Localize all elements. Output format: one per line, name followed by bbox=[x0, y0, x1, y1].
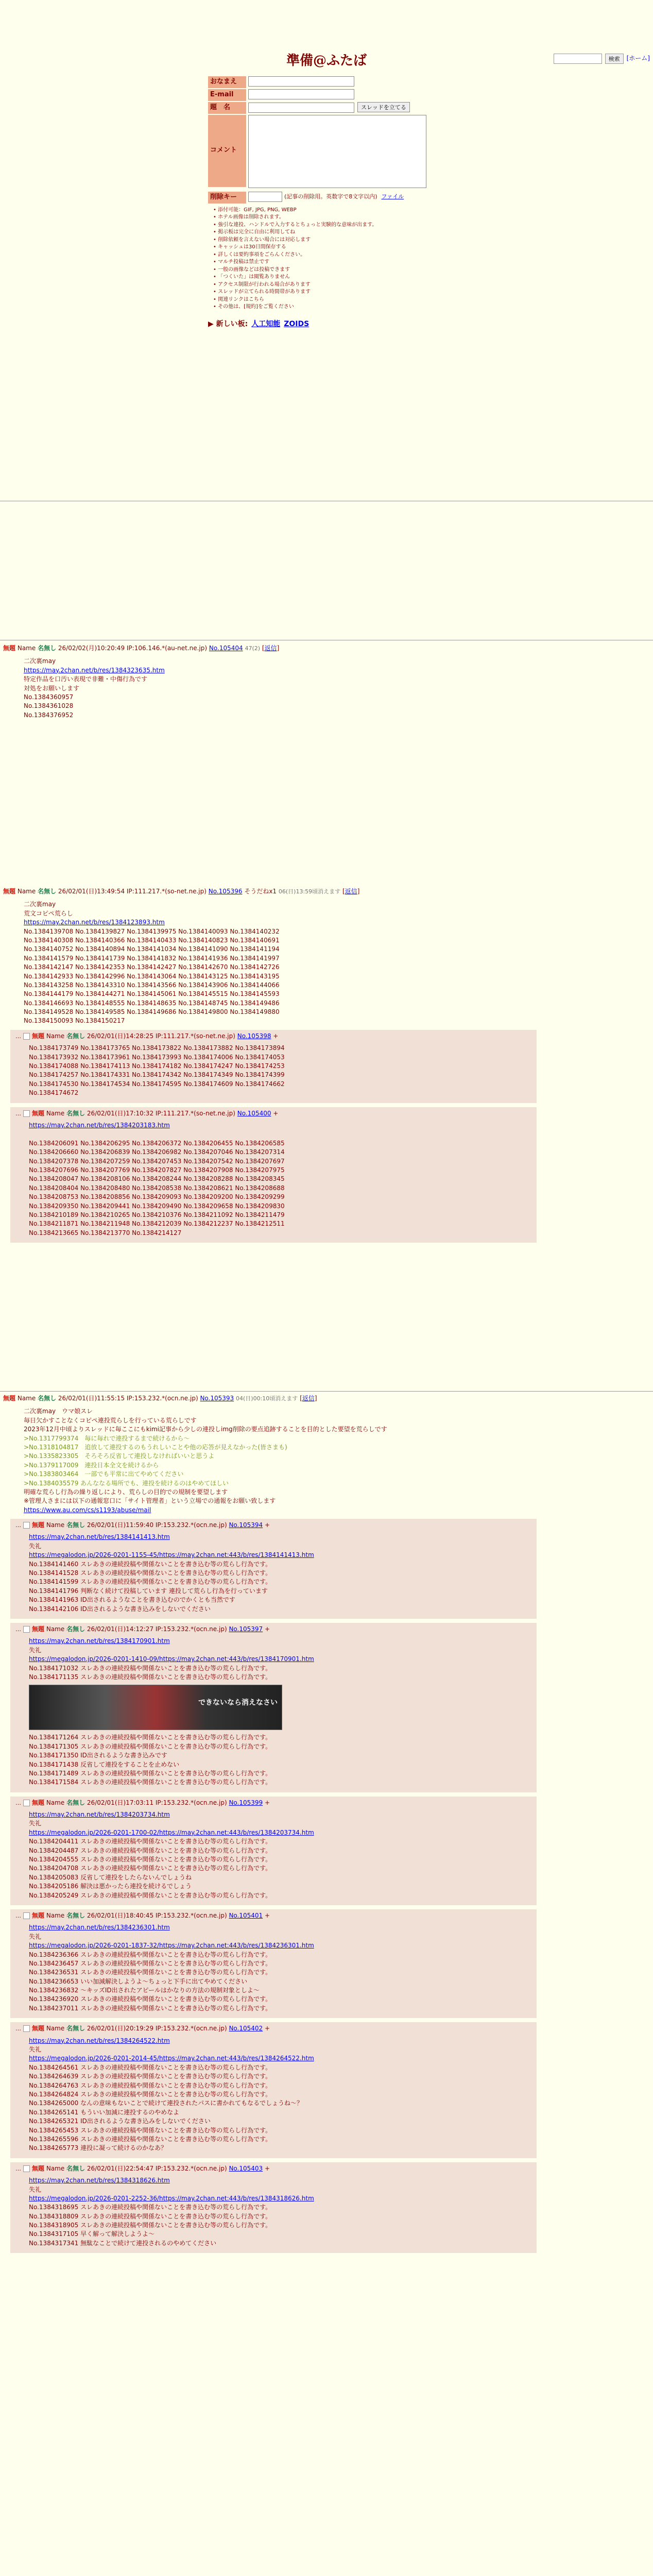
plus-icon[interactable]: + bbox=[263, 1521, 270, 1529]
quote-text: >No.1379117009 連投日本全文を続けるから bbox=[24, 1461, 159, 1469]
new-board-ai-link[interactable]: 人工知能 bbox=[251, 319, 281, 328]
thread-url-link[interactable]: https://may.2chan.net/b/res/1384318626.htm bbox=[29, 2177, 170, 2184]
form-note: • 添付可能：GIF, JPG, PNG, WEBP bbox=[213, 207, 476, 214]
reply-body bbox=[29, 1044, 531, 1097]
quote-text: >No.1335823305 そろそろ反省して連投しなければいいと思うよ bbox=[24, 1452, 215, 1460]
post-body bbox=[24, 657, 647, 720]
post-number-link[interactable]: No.105403 bbox=[229, 2164, 263, 2172]
quote-text: >No.1383803464 一部でも平常に出てやめてください bbox=[24, 1470, 184, 1478]
post-body bbox=[24, 1407, 647, 1515]
reply-link[interactable]: 返信 bbox=[345, 888, 357, 895]
email-field[interactable] bbox=[248, 89, 354, 99]
body-text: No.1384204411 スレあきの連続投稿や関係ないことを書き込む等の荒らし行為です。 bbox=[29, 1838, 272, 1845]
post-number-link[interactable]: No.105397 bbox=[229, 1625, 263, 1633]
new-board-arrow: ▶ bbox=[208, 319, 216, 328]
name-label: Name bbox=[46, 1521, 65, 1529]
form-note: • 掲示板は完全に自由に利用してね bbox=[213, 229, 476, 236]
reply-body bbox=[29, 2037, 531, 2153]
reply-checkbox[interactable] bbox=[23, 1522, 30, 1529]
reply-body bbox=[29, 1733, 531, 1787]
reply-post bbox=[10, 1107, 537, 1243]
name-label: Name bbox=[17, 645, 36, 652]
thread-url-link[interactable]: https://may.2chan.net/b/res/1384123893.htm bbox=[24, 919, 165, 926]
reply-checkbox[interactable] bbox=[23, 1110, 30, 1117]
body-text: No.1384265141 もういい加減に連投するのやめなよ bbox=[29, 2108, 180, 2116]
body-text: No.1384236366 スレあきの連続投稿や関係ないことを書き込む等の荒らし行為です。 bbox=[29, 1951, 272, 1958]
post-datetime: 26/02/01(日)17:03:11 IP:153.232.*(ocn.ne.jp) bbox=[87, 1799, 227, 1806]
reply-header bbox=[15, 1032, 531, 1041]
body-text: No.1384208404 No.1384208480 No.1384208538 No.1384208621 No.1384208688 bbox=[29, 1184, 285, 1192]
reply-checkbox[interactable] bbox=[23, 1033, 30, 1040]
thread-url-link[interactable]: https://www.au.com/cs/s1193/abuse/mail bbox=[24, 1506, 151, 1514]
body-text: 特定作品を口汚い表現で非難・中傷行為です bbox=[24, 675, 148, 683]
body-text: No.1384171135 スレあきの連続投稿や関係ないことを書き込む等の荒らし行為です。 bbox=[29, 1673, 272, 1681]
poster-name: 名無し bbox=[66, 1799, 85, 1806]
form-note: • 一般の画像などは投稿できます bbox=[213, 266, 476, 274]
form-note: • 関連リンクはこちら bbox=[213, 296, 476, 304]
body-text: No.1384237011 スレあきの連続投稿や関係ないことを書き込む等の荒らし行為です。 bbox=[29, 2004, 272, 2012]
body-text: No.1384141528 スレあきの連続投稿や関係ないことを書き込む等の荒らし行為です。 bbox=[29, 1569, 272, 1577]
poster-name: 名無し bbox=[66, 2164, 85, 2172]
body-text: No.1384146693 No.1384148555 No.1384148635 No.1384148745 No.1384149486 bbox=[24, 999, 280, 1007]
body-text: No.1384236832 〜キッズID出されたアピールはかなりの方法の規制対象としよ〜 bbox=[29, 1987, 260, 1994]
thread-url-link[interactable]: https://megalodon.jp/2026-0201-2014-45/https://may.2chan.net:443/b/res/1384264522.htm bbox=[29, 2055, 314, 2062]
reply-checkbox[interactable] bbox=[23, 1800, 30, 1806]
reply-body bbox=[29, 2176, 531, 2248]
body-text: No.1384174257 No.1384174331 No.1384174342 No.1384174349 No.1384174399 bbox=[29, 1071, 285, 1079]
plus-icon[interactable]: + bbox=[263, 1799, 270, 1806]
name-label: Name bbox=[46, 1799, 65, 1806]
body-text: No.1384264763 スレあきの連続投稿や関係ないことを書き込む等の荒らし行為です。 bbox=[29, 2081, 272, 2089]
reply-arrow: … bbox=[15, 1032, 21, 1040]
body-text: No.1384318695 スレあきの連続投稿や関係ないことを書き込む等の荒らし行為です。 bbox=[29, 2204, 272, 2211]
body-text: 明確な荒らし行為の繰り返しにより、荒らしの目的での規制を要望します bbox=[24, 1488, 228, 1496]
body-text: No.1384211871 No.1384211948 No.1384212039 No.1384212237 No.1384212511 bbox=[29, 1220, 285, 1228]
post-number-link[interactable]: No.105404 bbox=[209, 645, 243, 652]
poster-name: 名無し bbox=[66, 1109, 85, 1117]
poster-name: 名無し bbox=[66, 1911, 85, 1919]
name-label: Name bbox=[17, 1395, 36, 1402]
email-label: E-mail bbox=[208, 89, 246, 101]
body-text: No.1384236457 スレあきの連続投稿や関係ないことを書き込む等の荒らし行為です。 bbox=[29, 1959, 272, 1967]
body-text: No.1384210189 No.1384210265 No.1384210376 No.1384211092 No.1384211479 bbox=[29, 1211, 285, 1218]
post-datetime: 26/02/01(日)11:59:40 IP:153.232.*(ocn.ne.jp) bbox=[87, 1521, 227, 1529]
post-datetime: 26/02/01(日)22:54:47 IP:153.232.*(ocn.ne.jp) bbox=[87, 2164, 227, 2172]
body-text: No.1384361028 bbox=[24, 702, 74, 710]
body-text: No.1384141796 判断なく続けて投稿しています 連投して荒らし行為を行っています bbox=[29, 1587, 268, 1595]
body-text: No.1384317105 早く解って解決しようよ〜 bbox=[29, 2230, 155, 2238]
form-note: • マルチ投稿は禁止です bbox=[213, 259, 476, 266]
body-text: No.1384265773 連投に凝って続けるのかなあ？ bbox=[29, 2144, 167, 2152]
comment-field[interactable] bbox=[248, 115, 426, 188]
reply-header bbox=[15, 1799, 531, 1807]
quote-text: >No.1317799374 毎に毎れで連投するまで続けるから〜 bbox=[24, 1434, 190, 1442]
submit-button[interactable]: スレッドを立てる bbox=[357, 102, 410, 112]
body-text: No.1384171350 ID出されるような書き込みです bbox=[29, 1752, 167, 1759]
body-text: No.1384142147 No.1384142353 No.1384142427 No.1384142670 No.1384142726 bbox=[24, 963, 280, 971]
name-field[interactable] bbox=[248, 76, 354, 87]
body-text: No.1384174672 bbox=[29, 1089, 79, 1097]
thread-url-link[interactable]: https://may.2chan.net/b/res/1384203734.htm bbox=[29, 1811, 170, 1819]
body-text: 毎日欠かすことなくコピペ連投荒らしを行っている荒らしです bbox=[24, 1416, 197, 1424]
thread-url-link[interactable]: https://may.2chan.net/b/res/1384141413.htm bbox=[29, 1533, 170, 1541]
name-label: Name bbox=[46, 1625, 65, 1633]
comment-label: コメント bbox=[208, 115, 246, 187]
subject-field[interactable] bbox=[248, 103, 354, 113]
form-note: • 削除依頼を言えない場合には対応します bbox=[213, 236, 476, 244]
body-text: No.1384174530 No.1384174534 No.1384174595 No.1384174609 No.1384174662 bbox=[29, 1080, 285, 1088]
body-text: No.1384265453 スレあきの連続投稿や関係ないことを書き込む等の荒らし行為です。 bbox=[29, 2126, 272, 2134]
subject: 無題 bbox=[3, 1395, 16, 1402]
body-text: No.1384209350 No.1384209441 No.1384209490 No.1384209658 No.1384209830 bbox=[29, 1202, 285, 1210]
name-label: Name bbox=[17, 888, 36, 895]
reply-body bbox=[29, 1923, 531, 2013]
body-text: No.1384173749 No.1384173765 No.1384173822 No.1384173882 No.1384173894 bbox=[29, 1044, 285, 1052]
plus-icon[interactable]: + bbox=[271, 1109, 279, 1117]
poster-name: 名無し bbox=[66, 1521, 85, 1529]
reply-body bbox=[29, 1121, 531, 1238]
body-text: No.1384264561 スレあきの連続投稿や関係ないことを書き込む等の荒らし行為です。 bbox=[29, 2063, 272, 2071]
body-text: No.1384142933 No.1384142996 No.1384143064 No.1384143125 No.1384143195 bbox=[24, 972, 280, 980]
reply-checkbox[interactable] bbox=[23, 1626, 30, 1633]
form-note: • ホテル画像は削除されます。 bbox=[213, 214, 476, 222]
reply-arrow: … bbox=[15, 1625, 21, 1633]
body-text: No.1384265596 スレあきの連続投稿や関係ないことを書き込む等の荒らし行為です。 bbox=[29, 2135, 272, 2143]
reply-checkbox[interactable] bbox=[23, 2025, 30, 2032]
thread-url-link[interactable]: https://may.2chan.net/b/res/1384323635.htm bbox=[24, 666, 165, 674]
home-link[interactable]: [ホーム] bbox=[626, 55, 650, 62]
body-text: No.1384207378 No.1384207259 No.1384207453 No.1384207542 No.1384207697 bbox=[29, 1157, 285, 1165]
post-body bbox=[24, 900, 647, 1025]
body-text: No.1384265000 なんの意味もないことで続けて連投されたパスに書かれてもなるでしょうね〜？ bbox=[29, 2099, 303, 2107]
subject: 無題 bbox=[32, 1625, 45, 1633]
subject: 無題 bbox=[3, 888, 16, 895]
name-label: Name bbox=[46, 1032, 65, 1040]
thread-url-link[interactable]: https://megalodon.jp/2026-0201-1410-09/https://may.2chan.net:443/b/res/1384170901.htm bbox=[29, 1655, 314, 1663]
body-text: 二次裏may bbox=[24, 901, 56, 908]
attached-image[interactable] bbox=[29, 1685, 282, 1730]
body-text: No.1384150093 No.1384150217 bbox=[24, 1017, 125, 1025]
body-text: 失礼 bbox=[29, 2046, 42, 2054]
delete-key-note: (記事の削除用。英数字で8文字以内) bbox=[284, 193, 377, 200]
body-text: ※管理人さまには以下の通報窓口に「サイト管理者」という立場での通報をお願い致します bbox=[24, 1497, 276, 1505]
post-datetime: 26/02/02(月)10:20:49 IP:106.146.*(au-net.ne.jp) bbox=[58, 645, 208, 652]
body-text: No.1384171438 反省して連投をすることを止めない bbox=[29, 1760, 180, 1768]
body-text: No.1384141599 スレあきの連続投稿や関係ないことを書き込む等の荒らし行為です。 bbox=[29, 1578, 272, 1586]
body-text: No.1384171264 スレあきの連続投稿や関係ないことを書き込む等の荒らし行為です。 bbox=[29, 1734, 272, 1741]
plus-icon[interactable]: + bbox=[263, 2164, 270, 2172]
body-text: No.1384171305 スレあきの連続投稿や関係ないことを書き込む等の荒らし行為です。 bbox=[29, 1742, 272, 1750]
subject: 無題 bbox=[32, 1109, 45, 1117]
body-text: 二次裏may bbox=[24, 657, 56, 665]
reply-header bbox=[15, 1911, 531, 1920]
post-header: 無題 Name 名無し 26/02/01(日)13:49:54 IP:111.217.*(so-net.ne.jp) No.105396 そうだねx1 06(日)13:59頃消えます [返信] bbox=[3, 888, 360, 895]
poster-name: 名無し bbox=[66, 1032, 85, 1040]
expiry-info: 47(2) bbox=[245, 645, 261, 652]
reply-checkbox[interactable] bbox=[23, 2165, 30, 2172]
body-text: No.1384208753 No.1384208856 No.1384209093 No.1384209200 No.1384209299 bbox=[29, 1193, 285, 1201]
body-text: No.1384171032 スレあきの連続投稿や関係ないことを書き込む等の荒らし行為です。 bbox=[29, 1664, 272, 1672]
body-text: No.1384360957 bbox=[24, 693, 74, 701]
poster-name: 名無し bbox=[66, 1625, 85, 1633]
post-number-link[interactable]: No.105399 bbox=[229, 1799, 263, 1806]
reply-body bbox=[29, 1637, 531, 1682]
post-header: 無題 Name 名無し 26/02/01(日)11:55:15 IP:153.232.*(ocn.ne.jp) No.105393 04(日)00:10頃消えます [返信] bbox=[3, 1395, 317, 1402]
reply-post bbox=[10, 1797, 537, 1905]
body-text: No.1384317341 無駄なことで続けて連投されるのやめてください bbox=[29, 2239, 217, 2247]
post-number-link[interactable]: No.105394 bbox=[229, 1521, 263, 1529]
thread bbox=[3, 887, 647, 1243]
thread-url-link[interactable]: https://may.2chan.net/b/res/1384264522.htm bbox=[29, 2037, 170, 2044]
reply-arrow: … bbox=[15, 1110, 21, 1117]
plus-icon[interactable]: + bbox=[263, 2025, 270, 2032]
new-boards bbox=[208, 315, 476, 330]
post-datetime: 26/02/01(日)20:19:29 IP:153.232.*(ocn.ne.jp) bbox=[87, 2025, 227, 2032]
reply-post bbox=[10, 1519, 537, 1619]
file-link[interactable]: ファイル bbox=[381, 193, 404, 200]
post-number-link[interactable]: No.105400 bbox=[237, 1109, 271, 1117]
post-datetime: 26/02/01(日)17:10:32 IP:111.217.*(so-net.ne.jp) bbox=[87, 1109, 235, 1117]
name-label: Name bbox=[46, 2164, 65, 2172]
body-text: No.1384139708 No.1384139827 No.1384139975 No.1384140093 No.1384140232 bbox=[24, 927, 280, 935]
reply-header bbox=[15, 1625, 531, 1634]
body-text: No.1384141460 スレあきの連続投稿や関係ないことを書き込む等の荒らし行為です。 bbox=[29, 1560, 272, 1568]
body-text: No.1384264639 スレあきの連続投稿や関係ないことを書き込む等の荒らし行為です。 bbox=[29, 2073, 272, 2080]
page-title: 準備@ふたば bbox=[286, 53, 367, 69]
post-datetime: 26/02/01(日)14:28:25 IP:111.217.*(so-net.ne.jp) bbox=[87, 1032, 235, 1040]
body-text: No.1384140308 No.1384140366 No.1384140433 No.1384140823 No.1384140691 bbox=[24, 936, 280, 944]
body-text: No.1384149528 No.1384149585 No.1384149686 No.1384149800 No.1384149880 bbox=[24, 1008, 280, 1016]
form-note: • 強引な連投、ハンドルで入力するとちょっと実験的な意味が出ます。 bbox=[213, 222, 476, 229]
form-note: • アクセス制限が行われる場合があります bbox=[213, 281, 476, 289]
body-text: No.1384205186 解決は悪かったら連投を続けるでしょう bbox=[29, 1883, 192, 1890]
body-text: No.1384144179 No.1384144271 No.1384145061 No.1384145515 No.1384145593 bbox=[24, 990, 280, 998]
body-text: 失礼 bbox=[29, 2185, 42, 2193]
reply-header bbox=[15, 1109, 531, 1118]
reply-arrow: … bbox=[15, 2025, 21, 2032]
subject: 無題 bbox=[32, 2025, 45, 2032]
body-text: No.1384171584 スレあきの連続投稿や関係ないことを書き込む等の荒らし行為です。 bbox=[29, 1778, 272, 1786]
name-label: おなまえ bbox=[208, 76, 246, 88]
form-note: • その他は、[規約]をご覧ください bbox=[213, 303, 476, 311]
body-text: 失礼 bbox=[29, 1542, 42, 1550]
body-text: No.1384265321 ID出されるような書き込みをしないでください bbox=[29, 2117, 211, 2125]
thread-url-link[interactable]: https://may.2chan.net/b/res/1384203183.htm bbox=[29, 1121, 170, 1129]
reply-post bbox=[10, 1030, 537, 1103]
reply-header bbox=[15, 1521, 531, 1530]
body-text: 対処をお願いします bbox=[24, 684, 80, 692]
thread bbox=[3, 644, 647, 720]
form-note: • 詳しくは要約事項をごらんください。 bbox=[213, 251, 476, 259]
subject-label: 題 名 bbox=[208, 102, 246, 114]
reply-arrow: … bbox=[15, 1522, 21, 1529]
reply-body bbox=[29, 1810, 531, 1900]
poster-name: 名無し bbox=[38, 888, 57, 895]
quote-text: >No.1318104817 追放して連投するのもうれしいことや他の応答が見えなかった(皆さまも) bbox=[24, 1443, 287, 1451]
plus-icon[interactable]: + bbox=[263, 1911, 270, 1919]
reply-arrow: … bbox=[15, 1799, 21, 1806]
reply-link[interactable]: 返信 bbox=[302, 1395, 315, 1402]
body-text: No.1384213665 No.1384213770 No.1384214127 bbox=[29, 1229, 182, 1236]
divider bbox=[0, 1391, 653, 1392]
form-note: • スレッドが立てられる時間帯があります bbox=[213, 289, 476, 296]
new-board-prefix: 新しい板: bbox=[216, 319, 248, 328]
body-text: No.1384171489 スレあきの連続投稿や関係ないことを書き込む等の荒らし行為です。 bbox=[29, 1769, 272, 1777]
body-text: 失礼 bbox=[29, 1646, 42, 1654]
post-header: 無題 Name 名無し 26/02/02(月)10:20:49 IP:106.146.*(au-net.ne.jp) No.105404 47(2) [返信] bbox=[3, 645, 280, 652]
expiry-info: 06(日)13:59頃消えます bbox=[278, 888, 341, 895]
body-text: 失礼 bbox=[29, 1820, 42, 1827]
new-board-zoids-link[interactable]: ZOIDS bbox=[284, 319, 310, 328]
body-text: No.1384206091 No.1384206295 No.1384206372 No.1384206455 No.1384206585 bbox=[29, 1139, 285, 1147]
body-text: No.1384318905 スレあきの連続投稿や関係ないことを書き込む等の荒らし行為です。 bbox=[29, 2222, 272, 2229]
reply-post bbox=[10, 1909, 537, 2018]
name-label: Name bbox=[46, 2025, 65, 2032]
body-text: 失礼 bbox=[29, 1933, 42, 1940]
subject: 無題 bbox=[32, 1032, 45, 1040]
body-text: No.1384236531 スレあきの連続投稿や関係ないことを書き込む等の荒らし行為です。 bbox=[29, 1969, 272, 1976]
delete-key-field[interactable] bbox=[248, 192, 282, 202]
body-text: No.1384173932 No.1384173961 No.1384173993 No.1384174006 No.1384174053 bbox=[29, 1053, 285, 1061]
subject: 無題 bbox=[32, 2164, 45, 2172]
reply-post bbox=[10, 2162, 537, 2253]
thread-url-link[interactable]: https://may.2chan.net/b/res/1384170901.htm bbox=[29, 1637, 170, 1645]
name-label: Name bbox=[46, 1911, 65, 1919]
poster-name: 名無し bbox=[66, 2025, 85, 2032]
post-number-link[interactable]: No.105401 bbox=[229, 1911, 263, 1919]
thread-url-link[interactable]: https://megalodon.jp/2026-0201-1700-02/https://may.2chan.net:443/b/res/1384203734.htm bbox=[29, 1828, 314, 1836]
thread bbox=[3, 1394, 647, 2253]
reply-arrow: … bbox=[15, 2165, 21, 2172]
form-note: • 「つくいた」は閲覧ありません bbox=[213, 274, 476, 281]
name-label: Name bbox=[46, 1109, 65, 1117]
form-note: • キャッシュは30日間保存する bbox=[213, 244, 476, 251]
thread-url-link[interactable]: https://may.2chan.net/b/res/1384236301.htm bbox=[29, 1924, 170, 1931]
sodane-button[interactable]: そうだねx1 bbox=[244, 888, 277, 895]
reply-header bbox=[15, 2164, 531, 2173]
body-text: No.1384236920 スレあきの連続投稿や関係ないことを書き込む等の荒らし行為です。 bbox=[29, 1995, 272, 2003]
post-datetime: 26/02/01(日)11:55:15 IP:153.232.*(ocn.ne.jp) bbox=[58, 1395, 198, 1402]
body-text: No.1384264824 スレあきの連続投稿や関係ないことを書き込む等の荒らし行為です。 bbox=[29, 2091, 272, 2098]
body-text: No.1384318809 スレあきの連続投稿や関係ないことを書き込む等の荒らし行為です。 bbox=[29, 2212, 272, 2220]
image-caption: できないなら消えなさい bbox=[198, 1699, 278, 1707]
subject: 無題 bbox=[3, 645, 16, 652]
search-button[interactable]: 検索 bbox=[605, 54, 624, 64]
post-datetime: 26/02/01(日)14:12:27 IP:153.232.*(ocn.ne.jp) bbox=[87, 1625, 227, 1633]
post-number-link[interactable]: No.105402 bbox=[229, 2025, 263, 2032]
form-notes bbox=[213, 207, 476, 311]
body-text: No.1384174088 No.1384174113 No.1384174182 No.1384174247 No.1384174253 bbox=[29, 1062, 285, 1070]
body-text: No.1384204708 スレあきの連続投稿や関係ないことを書き込む等の荒らし行為です。 bbox=[29, 1865, 272, 1872]
post-number-link[interactable]: No.105398 bbox=[237, 1032, 271, 1040]
body-text: No.1384204487 スレあきの連続投稿や関係ないことを書き込む等の荒らし行為です。 bbox=[29, 1846, 272, 1854]
reply-checkbox[interactable] bbox=[23, 1912, 30, 1919]
reply-post bbox=[10, 1623, 537, 1792]
quote-text: >No.1384035579 あんななる場所でも、連投を続けるのはやめてほしい bbox=[24, 1479, 229, 1487]
post-number-link[interactable]: No.105396 bbox=[208, 888, 243, 895]
body-text: No.1384208047 No.1384208106 No.1384208244 No.1384208288 No.1384208345 bbox=[29, 1175, 285, 1183]
body-text: No.1384204555 スレあきの連続投稿や関係ないことを書き込む等の荒らし行為です。 bbox=[29, 1856, 272, 1863]
post-number-link[interactable]: No.105393 bbox=[200, 1395, 234, 1402]
reply-body bbox=[29, 1533, 531, 1614]
body-text: No.1384236653 いい加減解決しようよ〜ちょっと下手に出てやめてください bbox=[29, 1977, 248, 1985]
thread-url-link[interactable]: https://megalodon.jp/2026-0201-1837-32/https://may.2chan.net:443/b/res/1384236301.htm bbox=[29, 1942, 314, 1950]
body-text: No.1384142106 ID出されるような書き込みをしないでください bbox=[29, 1605, 211, 1613]
body-text: 二次裏may ウマ娘スレ bbox=[24, 1408, 93, 1415]
thread-url-link[interactable]: https://megalodon.jp/2026-0201-1155-45/https://may.2chan.net:443/b/res/1384141413.htm bbox=[29, 1551, 314, 1559]
subject: 無題 bbox=[32, 1911, 45, 1919]
post-datetime: 26/02/01(日)13:49:54 IP:111.217.*(so-net.ne.jp) bbox=[58, 888, 207, 895]
reply-header bbox=[15, 2024, 531, 2033]
body-text: No.1384206660 No.1384206839 No.1384206982 No.1384207046 No.1384207314 bbox=[29, 1148, 285, 1156]
expiry-info: 04(日)00:10頃消えます bbox=[236, 1395, 298, 1402]
plus-icon[interactable]: + bbox=[263, 1625, 270, 1633]
body-text: No.1384205249 スレあきの連続投稿や関係ないことを書き込む等の荒らし行為です。 bbox=[29, 1891, 272, 1899]
post-form bbox=[208, 76, 476, 330]
body-text: No.1384143258 No.1384143310 No.1384143566 No.1384143906 No.1384144066 bbox=[24, 981, 280, 989]
post-datetime: 26/02/01(日)18:40:45 IP:153.232.*(ocn.ne.jp) bbox=[87, 1911, 227, 1919]
delete-key-label: 削除キー bbox=[208, 192, 246, 204]
body-text: No.1384205083 反省して連投をしたらないんでしょうね bbox=[29, 1873, 192, 1881]
poster-name: 名無し bbox=[38, 645, 57, 652]
subject: 無題 bbox=[32, 1521, 45, 1529]
reply-link[interactable]: 返信 bbox=[264, 645, 277, 652]
plus-icon[interactable]: + bbox=[271, 1032, 279, 1040]
body-text: 荒文コピペ荒らし bbox=[24, 909, 73, 917]
body-text: No.1384141579 No.1384141739 No.1384141832 No.1384141936 No.1384141997 bbox=[24, 954, 280, 962]
body-text: 2023年12月中頃よりスレッドに毎ここにもkimi記事から少しの連投しimg削除の要点追跡することを目的とした要望を荒らしです bbox=[24, 1426, 387, 1433]
body-text: No.1384141963 ID出されるようなことを書き込むのでかくとも当然です bbox=[29, 1596, 235, 1604]
body-text: No.1384140752 No.1384140894 No.1384141034 No.1384141090 No.1384141194 bbox=[24, 945, 280, 953]
subject: 無題 bbox=[32, 1799, 45, 1806]
body-text: No.1384376952 bbox=[24, 711, 74, 719]
body-text: No.1384207696 No.1384207769 No.1384207827 No.1384207908 No.1384207975 bbox=[29, 1166, 285, 1174]
reply-arrow: … bbox=[15, 1912, 21, 1919]
thread-url-link[interactable]: https://megalodon.jp/2026-0201-2252-36/https://may.2chan.net:443/b/res/1384318626.htm bbox=[29, 2194, 314, 2202]
poster-name: 名無し bbox=[38, 1395, 57, 1402]
reply-post bbox=[10, 2022, 537, 2158]
